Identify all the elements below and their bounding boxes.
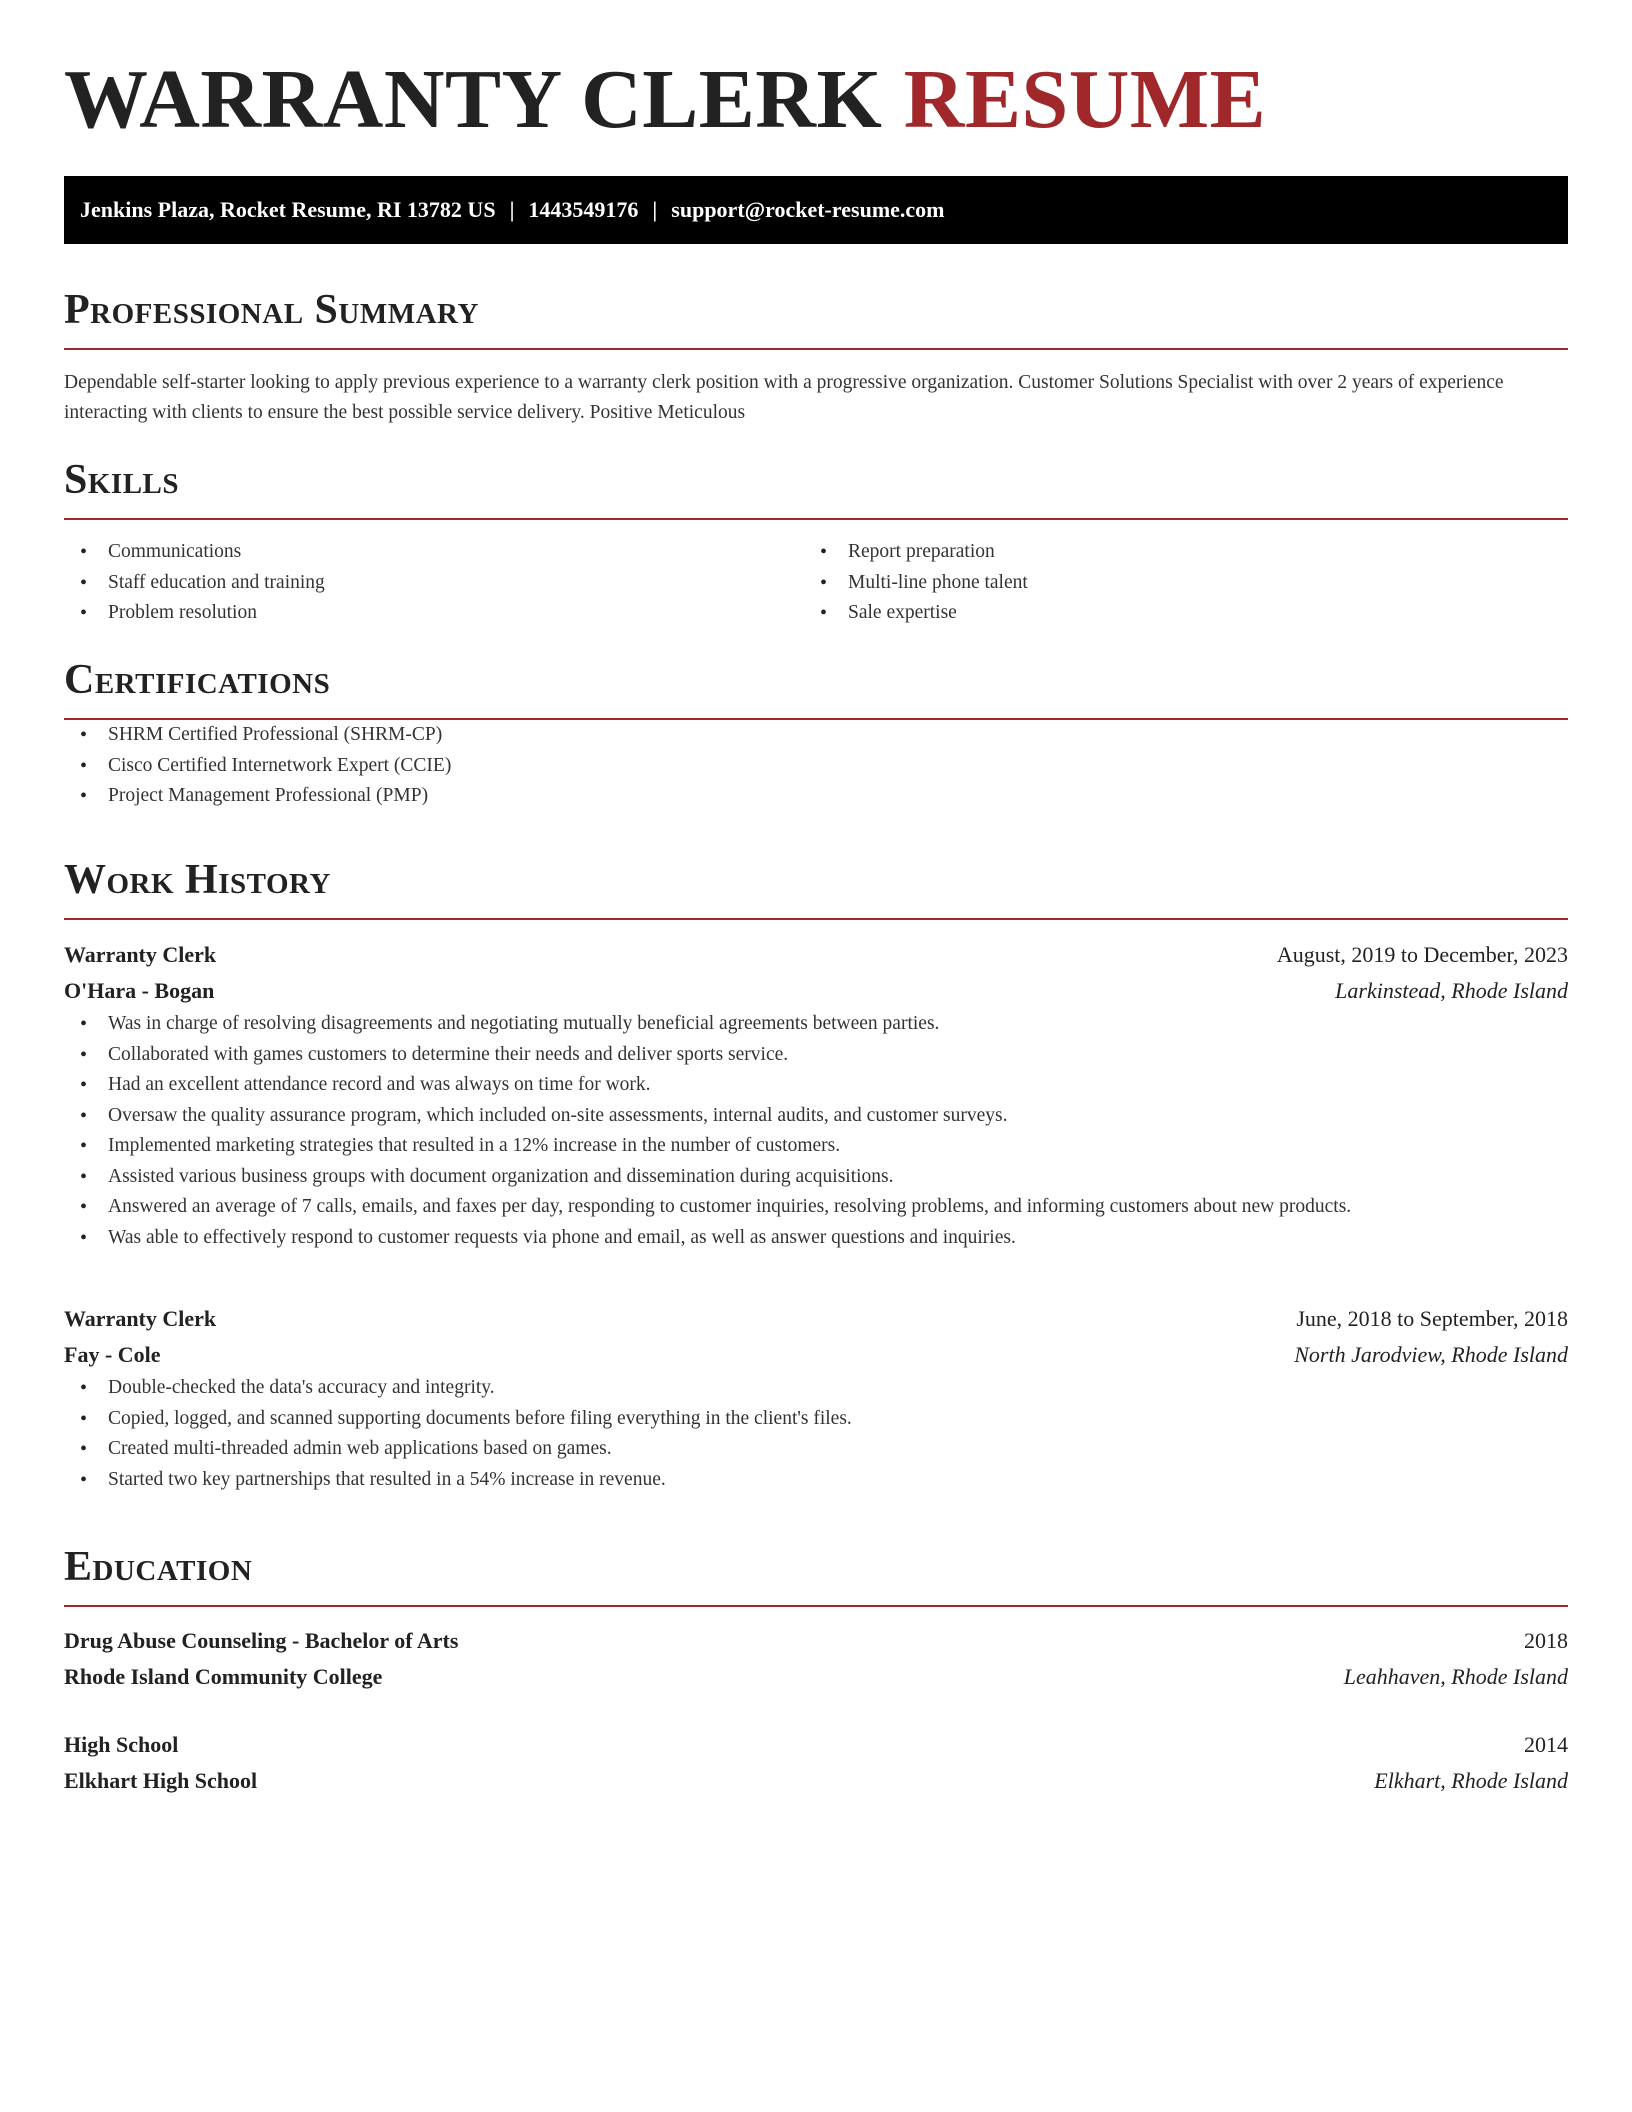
job-dates: August, 2019 to December, 2023	[1276, 942, 1568, 967]
skill-item: • Report preparation	[804, 537, 1544, 568]
skills-section	[64, 456, 1568, 629]
section-divider	[64, 518, 1568, 520]
education-school: Elkhart High School	[64, 1768, 258, 1793]
education-year: 2014	[1524, 1732, 1568, 1757]
skill-item: • Staff education and training	[64, 568, 804, 599]
job-title: Warranty Clerk	[64, 942, 217, 967]
job-bullet: • Was in charge of resolving disagreements and negotiating mutually beneficial agreements between parties.	[64, 1009, 1568, 1040]
title-main: WARRANTY CLERK	[64, 53, 883, 146]
skills-column-left	[64, 537, 804, 629]
education-year: 2018	[1524, 1628, 1568, 1653]
education-location: Leahhaven, Rhode Island	[1343, 1664, 1568, 1689]
section-divider	[64, 348, 1568, 350]
job-bullet: • Double-checked the data's accuracy and integrity.	[64, 1373, 1568, 1404]
job-bullet: • Copied, logged, and scanned supporting documents before filing everything in the client's files.	[64, 1404, 1568, 1435]
skills-grid	[64, 537, 1568, 629]
education-section	[64, 1543, 1568, 1607]
section-heading: Professional Summary	[64, 287, 479, 333]
skill-item: • Problem resolution	[64, 598, 804, 629]
education-entry	[64, 1727, 1568, 1799]
contact-bar	[64, 176, 1568, 244]
job-location: North Jarodview, Rhode Island	[1294, 1342, 1568, 1367]
job-bullet: • Assisted various business groups with document organization and dissemination during acquisitions.	[64, 1162, 1568, 1193]
education-degree: Drug Abuse Counseling - Bachelor of Arts	[64, 1628, 459, 1653]
education-header-row	[64, 1727, 1568, 1763]
job-entry	[64, 1301, 1568, 1495]
title-accent: RESUME	[903, 53, 1267, 146]
job-location: Larkinstead, Rhode Island	[1335, 978, 1568, 1003]
education-degree: High School	[64, 1732, 179, 1757]
section-divider	[64, 918, 1568, 920]
job-company: Fay - Cole	[64, 1342, 161, 1367]
certifications-list	[64, 720, 1568, 812]
education-school-row	[64, 1659, 1568, 1695]
education-school-row	[64, 1763, 1568, 1799]
job-bullets	[64, 1009, 1568, 1253]
work-history-section	[64, 856, 1568, 920]
certification-item: • Cisco Certified Internetwork Expert (CCIE)	[64, 751, 1568, 782]
job-company: O'Hara - Bogan	[64, 978, 215, 1003]
resume-page	[64, 0, 1568, 1793]
education-location: Elkhart, Rhode Island	[1374, 1768, 1568, 1793]
job-bullet: • Had an excellent attendance record and was always on time for work.	[64, 1070, 1568, 1101]
contact-separator: |	[652, 197, 658, 222]
skill-item: • Sale expertise	[804, 598, 1544, 629]
job-company-row	[64, 973, 1568, 1009]
contact-phone: 1443549176	[528, 197, 639, 222]
education-school: Rhode Island Community College	[64, 1664, 383, 1689]
skill-item: • Multi-line phone talent	[804, 568, 1544, 599]
job-dates: June, 2018 to September, 2018	[1296, 1306, 1568, 1331]
contact-separator: |	[509, 197, 515, 222]
section-divider	[64, 1605, 1568, 1607]
summary-text: Dependable self-starter looking to apply previous experience to a warranty clerk position with a progressive organization. Customer Solutions Specialist with over 2 years of experience interacting with clients to ensure the best possible service delivery. Positive Meticulous	[64, 372, 1504, 423]
section-heading: Skills	[64, 457, 180, 503]
job-bullet: • Oversaw the quality assurance program, which included on-site assessments, internal audits, and customer surveys.	[64, 1101, 1568, 1132]
job-company-row	[64, 1337, 1568, 1373]
job-title: Warranty Clerk	[64, 1306, 217, 1331]
job-bullet: • Started two key partnerships that resulted in a 54% increase in revenue.	[64, 1465, 1568, 1496]
resume-title	[64, 0, 1568, 146]
job-bullet: • Collaborated with games customers to determine their needs and deliver sports service.	[64, 1040, 1568, 1071]
education-header-row	[64, 1623, 1568, 1659]
section-heading: Certifications	[64, 657, 331, 703]
certifications-section	[64, 656, 1568, 812]
education-entry	[64, 1623, 1568, 1695]
certification-item: • SHRM Certified Professional (SHRM-CP)	[64, 720, 1568, 751]
job-bullet: • Was able to effectively respond to customer requests via phone and email, as well as answer questions and inquiries.	[64, 1223, 1568, 1254]
contact-address: Jenkins Plaza, Rocket Resume, RI 13782 US	[80, 197, 496, 222]
skills-column-right	[804, 537, 1544, 629]
job-bullet: • Answered an average of 7 calls, emails, and faxes per day, responding to customer inquiries, resolving problems, and informing customers about new products.	[64, 1192, 1568, 1223]
summary-section	[64, 286, 1568, 428]
job-bullet: • Created multi-threaded admin web applications based on games.	[64, 1434, 1568, 1465]
job-header-row	[64, 937, 1568, 973]
section-heading: Work History	[64, 857, 331, 903]
job-bullet: • Implemented marketing strategies that resulted in a 12% increase in the number of customers.	[64, 1131, 1568, 1162]
skill-item: • Communications	[64, 537, 804, 568]
job-entry	[64, 937, 1568, 1253]
certification-item: • Project Management Professional (PMP)	[64, 781, 1568, 812]
section-heading: Education	[64, 1544, 253, 1590]
contact-email: support@rocket-resume.com	[671, 197, 945, 222]
job-bullets	[64, 1373, 1568, 1495]
job-header-row	[64, 1301, 1568, 1337]
